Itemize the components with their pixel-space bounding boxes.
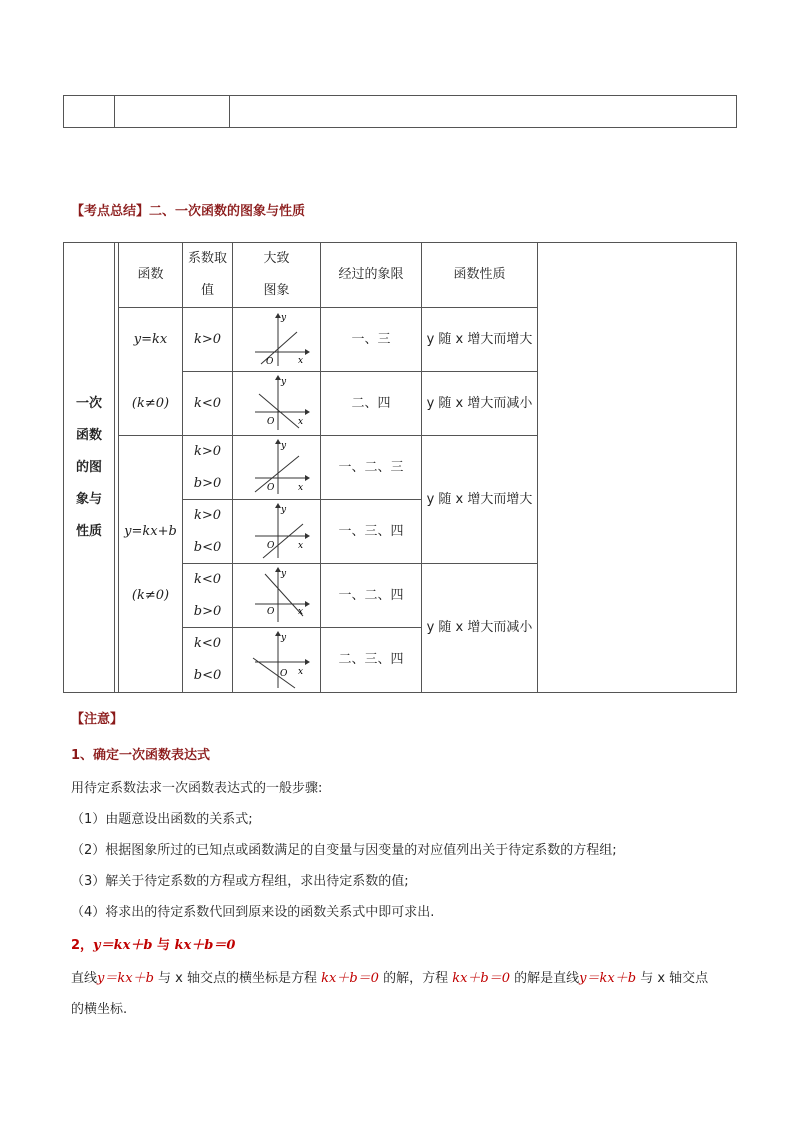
coef-row-1: k>0 (193, 331, 222, 347)
quadrants-row-3: 一、二、三 (338, 459, 404, 475)
side-label: 一次 函数 的图 象与 性质 (75, 395, 102, 539)
heading-2: 2，y＝kx＋b 与 kx＋b＝0 (71, 938, 236, 953)
heading-1: 1、确定一次函数表达式 (71, 748, 211, 763)
property-3: y 随 x 增大而增大 (426, 491, 533, 507)
graph-row-2 (233, 372, 320, 435)
paragraph-2-line-1: 直线y＝kx＋b 与 x 轴交点的横坐标是方程 kx＋b＝0 的解，方程 kx＋b＝0 的解是直线y＝kx＋b 与 x 轴交点 (71, 971, 709, 986)
header-function: 函数 (137, 267, 164, 282)
quadrants-row-4: 一、三、四 (338, 523, 404, 539)
step-1: （1）由题意设出函数的关系式; (71, 812, 253, 827)
coef-row-2: k<0 (193, 395, 222, 411)
svg-text:O: O (267, 607, 275, 617)
paragraph-2-line-2: 的横坐标. (71, 1002, 128, 1017)
svg-text:y: y (281, 377, 287, 387)
svg-text:x: x (298, 541, 304, 551)
svg-text:y: y (281, 313, 287, 323)
paragraph-1: 用待定系数法求一次函数表达式的一般步骤: (71, 781, 323, 796)
property-1: y 随 x 增大而增大 (426, 331, 533, 347)
graph-row-1 (233, 308, 320, 371)
header-property: 函数性质 (453, 267, 506, 282)
svg-text:y: y (281, 633, 287, 643)
function-y-kx: y=kx (k≠0) (131, 331, 170, 411)
svg-text:x: x (298, 483, 304, 493)
svg-text:O: O (280, 669, 288, 679)
step-4: （4）将求出的待定系数代回到原来设的函数关系式中即可求出. (71, 905, 435, 920)
svg-text:y: y (281, 441, 287, 451)
svg-text:O: O (267, 483, 275, 493)
step-2: （2）根据图象所过的已知点或函数满足的自变量与因变量的对应值列出关于待定系数的方程组; (71, 843, 617, 858)
header-graph: 大致 图象 (263, 251, 290, 298)
note-title: 【注意】 (71, 712, 124, 727)
quadrants-row-1: 一、三 (351, 331, 391, 347)
section-title: 【考点总结】二、一次函数的图象与性质 (71, 204, 306, 219)
svg-text:x: x (298, 607, 304, 617)
coef-row-5: k<0 b>0 (193, 571, 222, 619)
svg-text:y: y (281, 569, 287, 579)
svg-text:x: x (298, 356, 304, 366)
coef-row-6: k<0 b<0 (193, 636, 222, 683)
property-4: y 随 x 增大而减小 (426, 620, 533, 635)
quadrants-row-2: 二、四 (351, 395, 391, 411)
property-2: y 随 x 增大而减小 (426, 395, 533, 411)
svg-text:y: y (281, 505, 287, 515)
graph-row-4 (233, 500, 320, 563)
quadrants-row-6: 二、三、四 (338, 652, 404, 667)
svg-text:O: O (266, 357, 274, 367)
graph-row-6 (233, 628, 320, 692)
graph-row-5 (233, 564, 320, 627)
graph-row-3 (233, 436, 320, 499)
function-y-kx-b: y=kx+b (k≠0) (124, 524, 177, 603)
svg-text:O: O (267, 417, 275, 427)
step-3: （3）解关于待定系数的方程或方程组，求出待定系数的值; (71, 874, 409, 889)
header-coefficient: 系数取 值 (187, 251, 227, 298)
svg-text:x: x (298, 417, 304, 427)
svg-text:O: O (267, 541, 275, 551)
quadrants-row-5: 一、二、四 (338, 587, 404, 603)
coef-row-3: k>0 b>0 (193, 443, 222, 491)
header-quadrants: 经过的象限 (338, 267, 404, 282)
svg-text:x: x (298, 667, 304, 677)
coef-row-4: k>0 b<0 (193, 507, 222, 555)
